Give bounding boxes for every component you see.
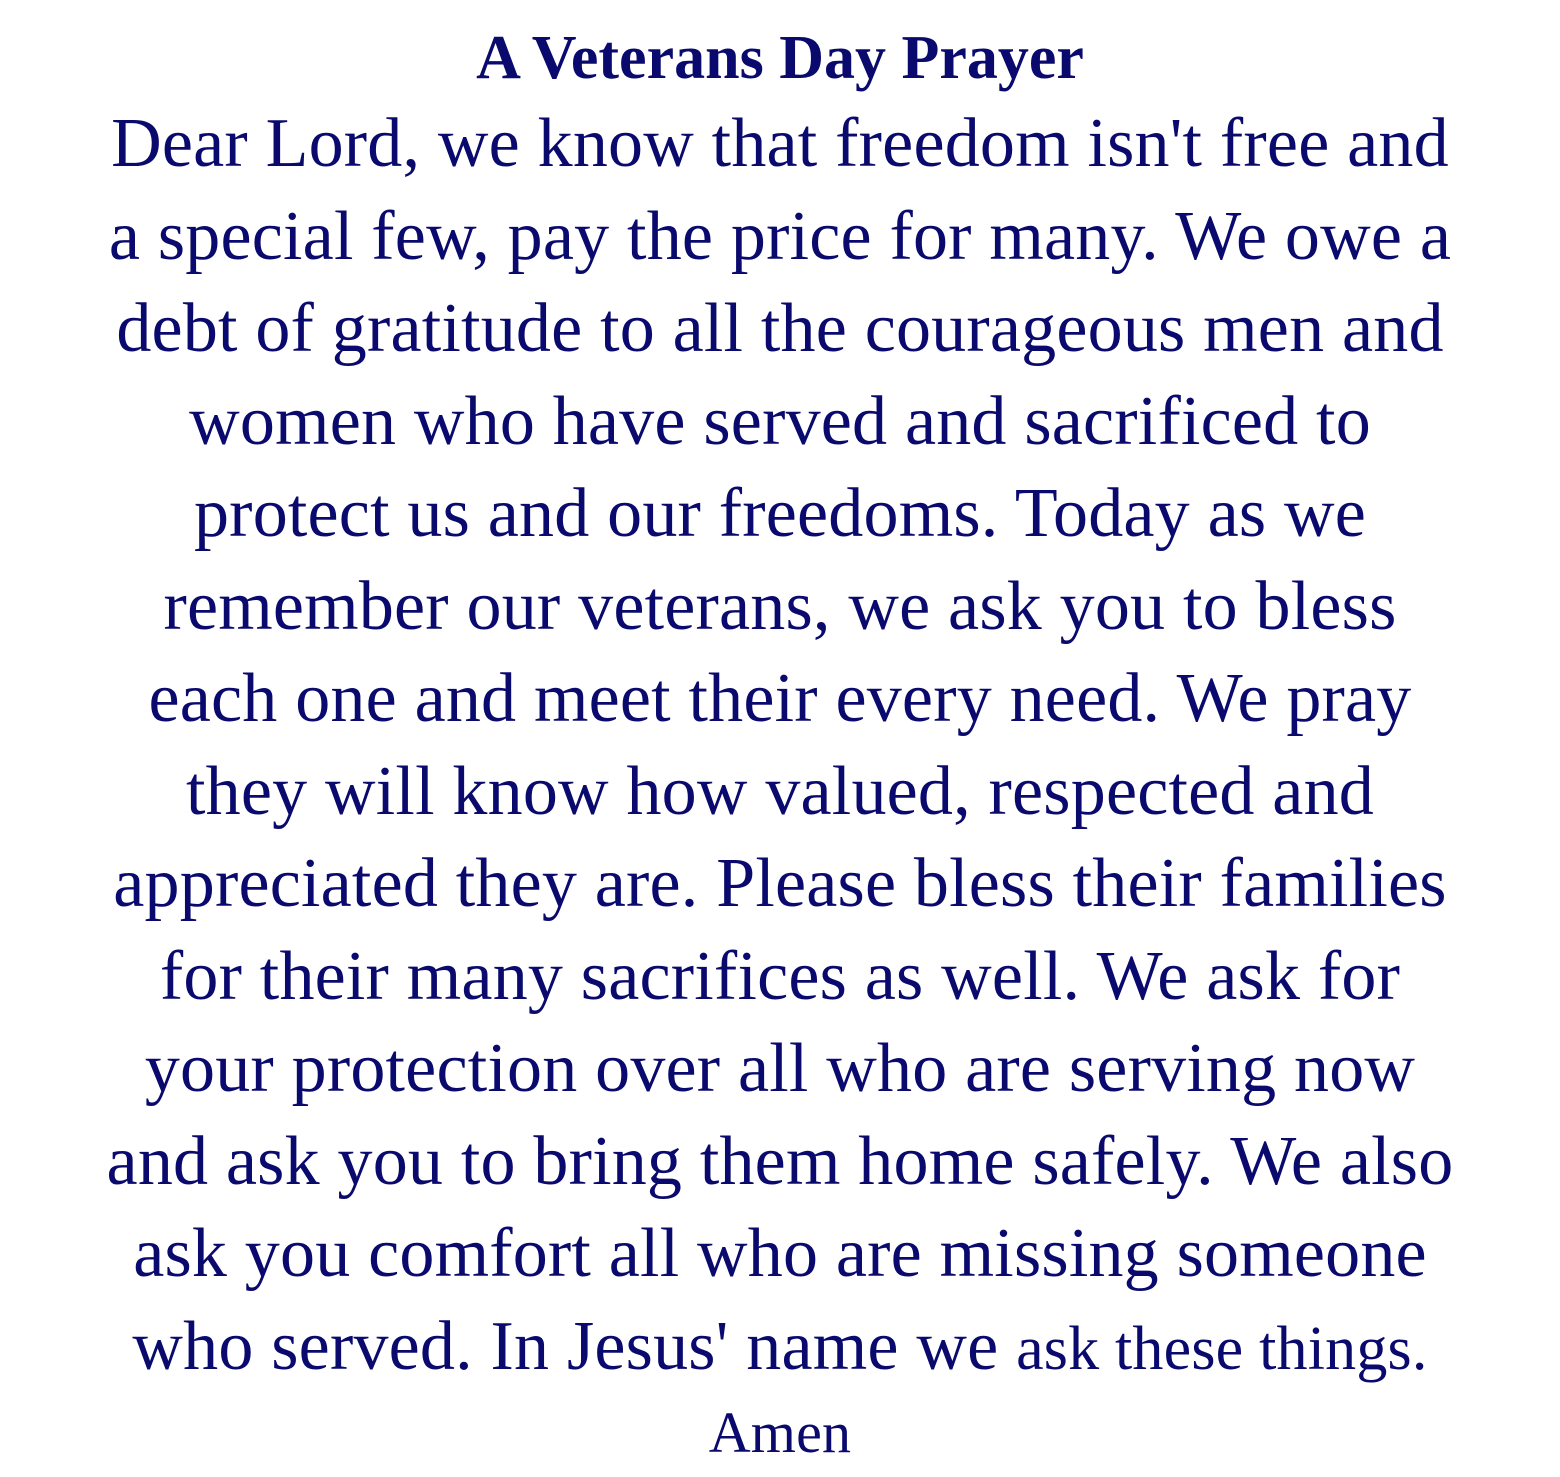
prayer-line: debt of gratitude to all the courageous men and (116, 290, 1444, 367)
prayer-last-line-end: ask these things. (1016, 1314, 1428, 1383)
prayer-line: they will know how valued, respected and (186, 752, 1374, 830)
prayer-line: protect us and our freedoms. Today as we (193, 475, 1367, 552)
prayer-last-line (20, 1301, 1540, 1396)
prayer-line: each one and meet their every need. We pray (148, 660, 1412, 737)
prayer-line: appreciated they are. Please bless their families (113, 845, 1447, 922)
prayer-line: and ask you to bring them home safely. We also (106, 1122, 1454, 1200)
prayer-line: for their many sacrifices as well. We ask for (159, 937, 1401, 1015)
prayer-line: remember our veterans, we ask you to bless (163, 567, 1397, 645)
prayer-line: a special few, pay the price for many. We owe a (108, 197, 1452, 275)
prayer-body (20, 98, 1540, 1473)
prayer-closing: Amen (708, 1400, 852, 1465)
prayer-line: ask you comfort all who are missing someone (133, 1215, 1427, 1292)
prayer-line: your protection over all who are serving now (144, 1030, 1416, 1107)
prayer-line: Dear Lord, we know that freedom isn't free and (111, 105, 1449, 182)
prayer-last-line-start: who served. In Jesus' name we (132, 1307, 999, 1385)
prayer-line: women who have served and sacrificed to (189, 382, 1371, 460)
prayer-title: A Veterans Day Prayer (476, 24, 1084, 92)
